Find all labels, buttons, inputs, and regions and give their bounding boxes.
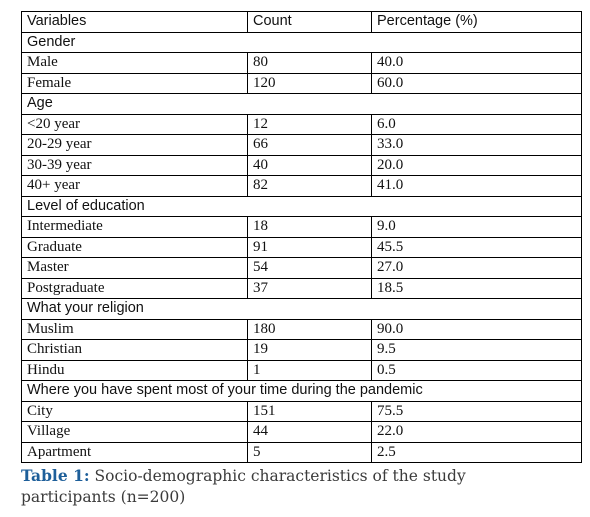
cell-count: 5	[248, 442, 372, 463]
cell-percentage: 9.5	[372, 340, 582, 361]
table-row	[22, 73, 582, 94]
demographics-table	[21, 11, 582, 463]
cell-variable: Male	[22, 53, 248, 74]
table-row	[22, 176, 582, 197]
cell-count: 54	[248, 258, 372, 279]
header-count: Count	[248, 12, 372, 33]
table-row	[22, 422, 582, 443]
caption-text: Socio-demographic characteristics of the study participants (n=200)	[21, 467, 466, 506]
section-row	[22, 32, 582, 53]
table-row	[22, 340, 582, 361]
cell-variable: Muslim	[22, 319, 248, 340]
section-title: Gender	[22, 32, 582, 53]
table-row	[22, 155, 582, 176]
table-row	[22, 114, 582, 135]
cell-percentage: 9.0	[372, 217, 582, 238]
section-title: What your religion	[22, 299, 582, 320]
table-row	[22, 258, 582, 279]
section-row	[22, 94, 582, 115]
cell-count: 120	[248, 73, 372, 94]
table-caption	[21, 465, 561, 508]
caption-label: Table 1:	[21, 466, 90, 485]
cell-percentage: 60.0	[372, 73, 582, 94]
table-row	[22, 237, 582, 258]
cell-count: 91	[248, 237, 372, 258]
section-row	[22, 196, 582, 217]
cell-variable: Apartment	[22, 442, 248, 463]
table-row	[22, 135, 582, 156]
cell-variable: Village	[22, 422, 248, 443]
cell-variable: Master	[22, 258, 248, 279]
cell-count: 44	[248, 422, 372, 443]
cell-variable: 30-39 year	[22, 155, 248, 176]
table-row	[22, 319, 582, 340]
cell-count: 180	[248, 319, 372, 340]
cell-percentage: 2.5	[372, 442, 582, 463]
cell-percentage: 33.0	[372, 135, 582, 156]
cell-percentage: 45.5	[372, 237, 582, 258]
cell-variable: Intermediate	[22, 217, 248, 238]
cell-count: 19	[248, 340, 372, 361]
cell-percentage: 0.5	[372, 360, 582, 381]
header-variables: Variables	[22, 12, 248, 33]
cell-variable: Christian	[22, 340, 248, 361]
cell-percentage: 41.0	[372, 176, 582, 197]
cell-count: 37	[248, 278, 372, 299]
cell-percentage: 18.5	[372, 278, 582, 299]
cell-percentage: 75.5	[372, 401, 582, 422]
cell-count: 18	[248, 217, 372, 238]
cell-variable: 40+ year	[22, 176, 248, 197]
section-title: Where you have spent most of your time during the pandemic	[22, 381, 582, 402]
table-row	[22, 53, 582, 74]
section-row	[22, 299, 582, 320]
cell-percentage: 90.0	[372, 319, 582, 340]
cell-percentage: 20.0	[372, 155, 582, 176]
cell-count: 40	[248, 155, 372, 176]
table-row	[22, 401, 582, 422]
cell-variable: 20-29 year	[22, 135, 248, 156]
cell-count: 80	[248, 53, 372, 74]
section-title: Level of education	[22, 196, 582, 217]
section-title: Age	[22, 94, 582, 115]
section-row	[22, 381, 582, 402]
cell-count: 1	[248, 360, 372, 381]
table-body	[22, 12, 582, 463]
table-row	[22, 360, 582, 381]
table-row	[22, 278, 582, 299]
cell-percentage: 22.0	[372, 422, 582, 443]
cell-count: 82	[248, 176, 372, 197]
cell-count: 12	[248, 114, 372, 135]
cell-percentage: 40.0	[372, 53, 582, 74]
header-percentage: Percentage (%)	[372, 12, 582, 33]
cell-variable: Female	[22, 73, 248, 94]
header-row	[22, 12, 582, 33]
cell-count: 151	[248, 401, 372, 422]
cell-variable: Postgraduate	[22, 278, 248, 299]
cell-count: 66	[248, 135, 372, 156]
cell-percentage: 6.0	[372, 114, 582, 135]
cell-variable: <20 year	[22, 114, 248, 135]
table-figure	[21, 11, 581, 508]
cell-variable: Graduate	[22, 237, 248, 258]
cell-variable: City	[22, 401, 248, 422]
cell-variable: Hindu	[22, 360, 248, 381]
table-row	[22, 217, 582, 238]
table-row	[22, 442, 582, 463]
cell-percentage: 27.0	[372, 258, 582, 279]
